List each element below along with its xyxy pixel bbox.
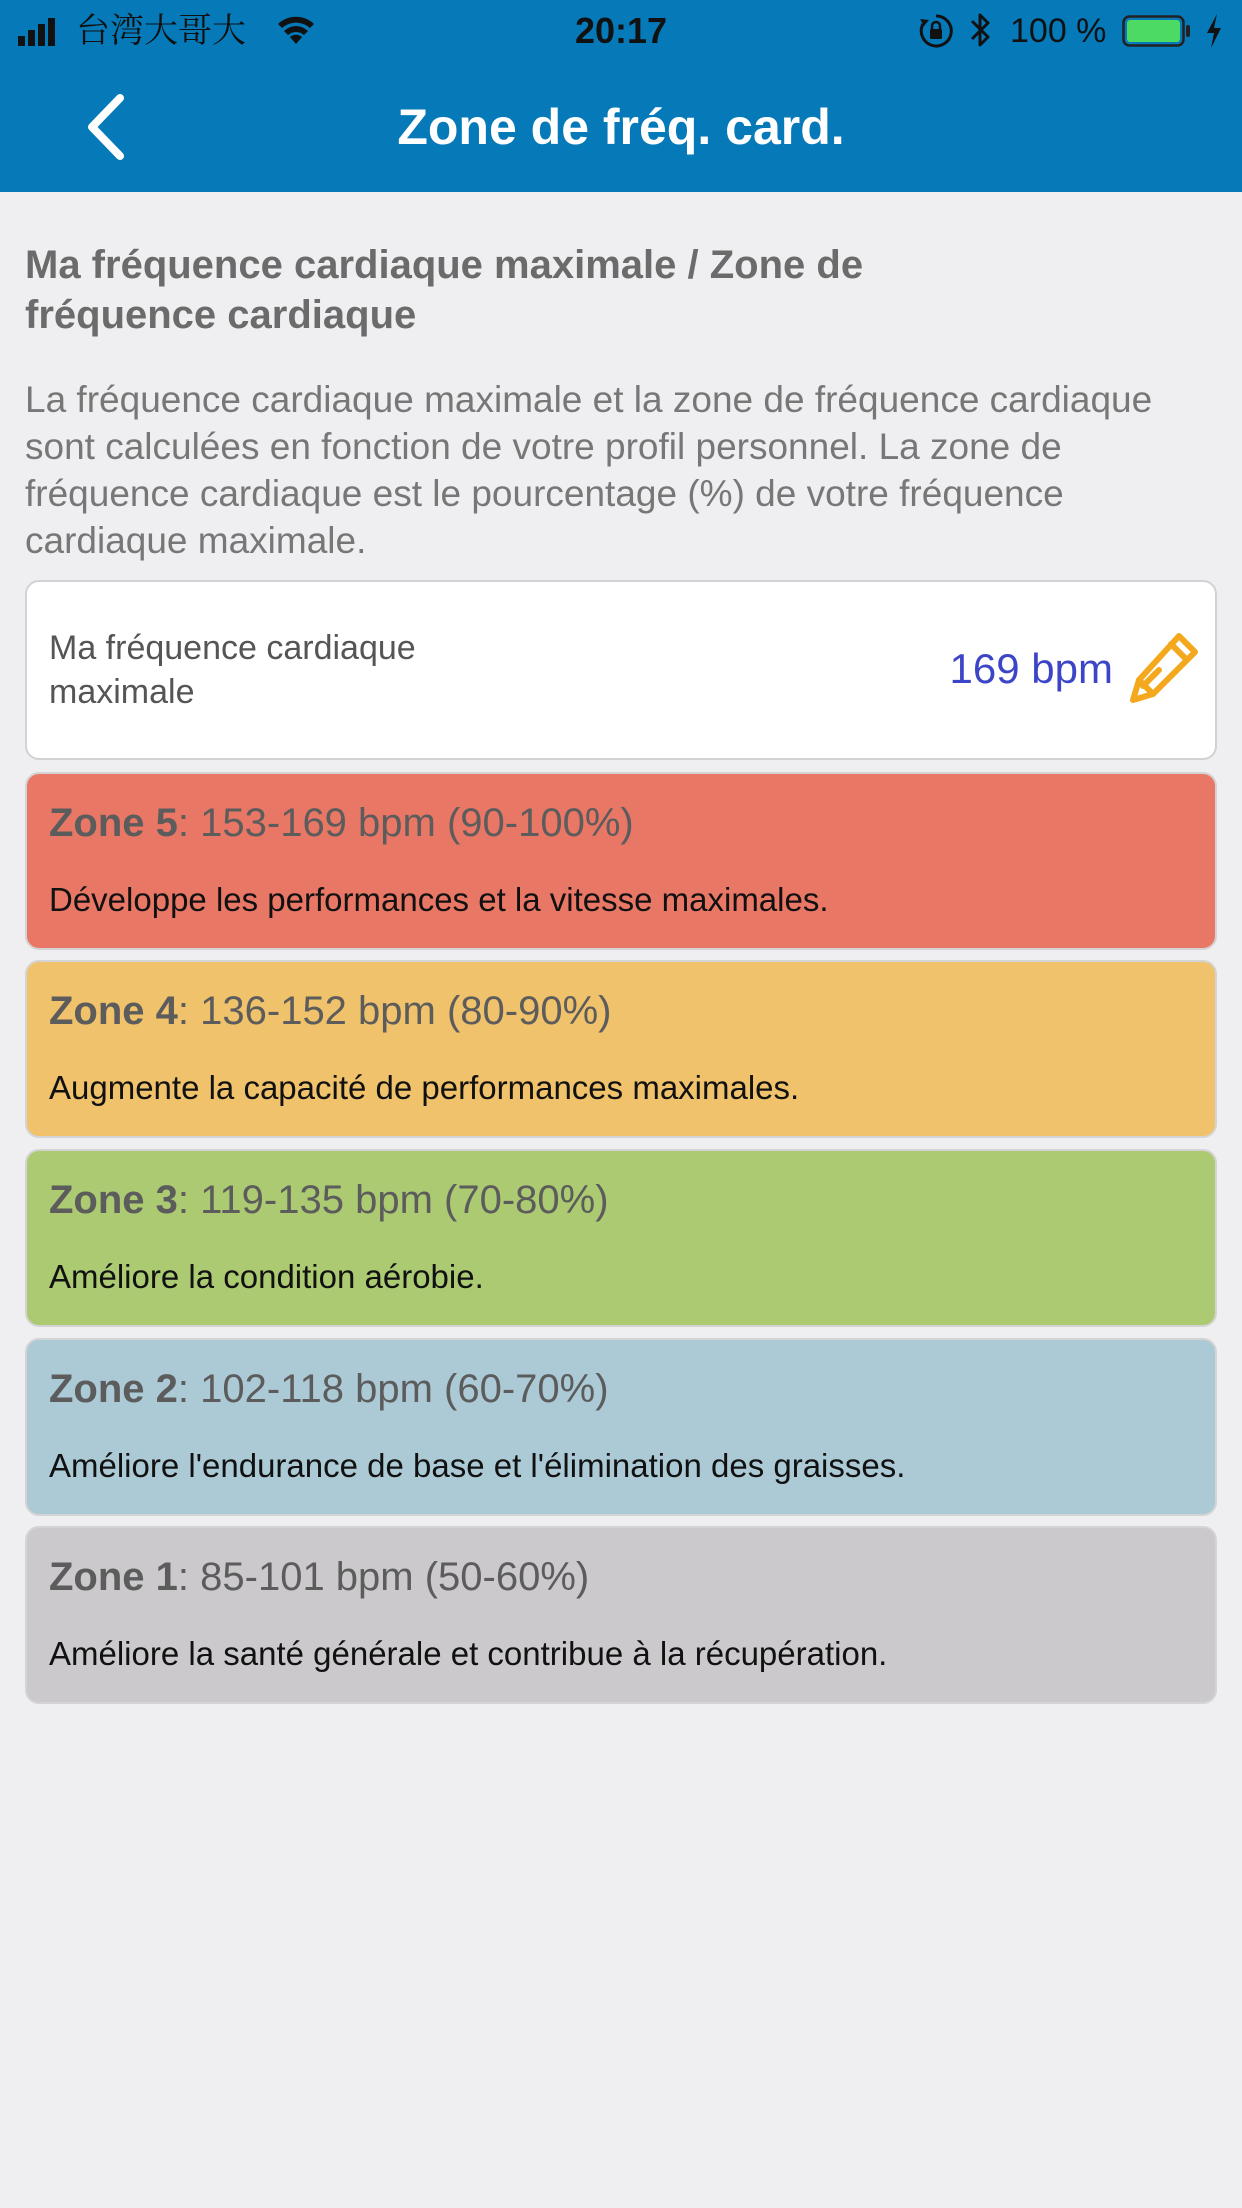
zone-card-2 [25,1338,1217,1516]
zone-range: : 119-135 bpm (70-80%) [177,1178,609,1222]
zone-description: Augmente la capacité de performances maximales. [49,1069,800,1106]
zone-card-4 [25,960,1217,1138]
zone-card-3 [25,1149,1217,1327]
battery-percentage: 100 % [1010,12,1107,50]
zone-name: Zone 5 [49,801,178,845]
page-title: Zone de fréq. card. [397,99,845,155]
zone-card-5 [25,772,1217,950]
zone-heading [49,798,634,848]
chevron-left-icon[interactable] [80,92,140,162]
main-content [25,192,1217,1672]
zone-range: : 85-101 bpm (50-60%) [177,1555,590,1599]
carrier-name: 台湾大哥大 [76,11,246,51]
zone-description: Développe les performances et la vitesse maximales. [49,881,829,918]
zone-name: Zone 4 [49,989,178,1033]
charging-icon [1204,12,1224,50]
section-description: La fréquence cardiaque maximale et la zone de fréquence cardiaque sont calculées en fonction de votre profil personnel. La zone de fréquence cardiaque est le pourcentage (%) de votre fréquence cardiaque maximale. [25,379,1153,561]
navigation-bar [0,62,1242,192]
zone-name: Zone 1 [49,1555,178,1599]
zone-heading [49,1552,589,1602]
max-heart-rate-card[interactable] [25,580,1217,760]
bluetooth-icon [968,10,994,50]
zone-name: Zone 3 [49,1178,178,1222]
zone-description: Améliore la condition aérobie. [49,1258,484,1295]
zone-range: : 136-152 bpm (80-90%) [177,989,612,1033]
status-bar [0,0,1242,62]
rotation-lock-icon [918,13,954,49]
max-heart-rate-value: 169 bpm [949,645,1113,692]
max-heart-rate-label: Ma fréquence cardiaque maximale [49,629,416,711]
zone-description: Améliore la santé générale et contribue à la récupération. [49,1635,888,1672]
zone-heading [49,986,611,1036]
zone-range: : 153-169 bpm (90-100%) [177,801,634,845]
zone-description: Améliore l'endurance de base et l'élimination des graisses. [49,1447,906,1484]
pencil-icon[interactable] [1125,630,1201,706]
clock: 20:17 [574,10,668,51]
battery-icon [1122,15,1192,47]
zone-name: Zone 2 [49,1367,178,1411]
zone-card-1 [25,1526,1217,1704]
section-title: Ma fréquence cardiaque maximale / Zone de fréquence cardiaque [25,243,864,337]
zone-heading [49,1175,609,1225]
zone-range: : 102-118 bpm (60-70%) [177,1367,609,1411]
zone-heading [49,1364,609,1414]
